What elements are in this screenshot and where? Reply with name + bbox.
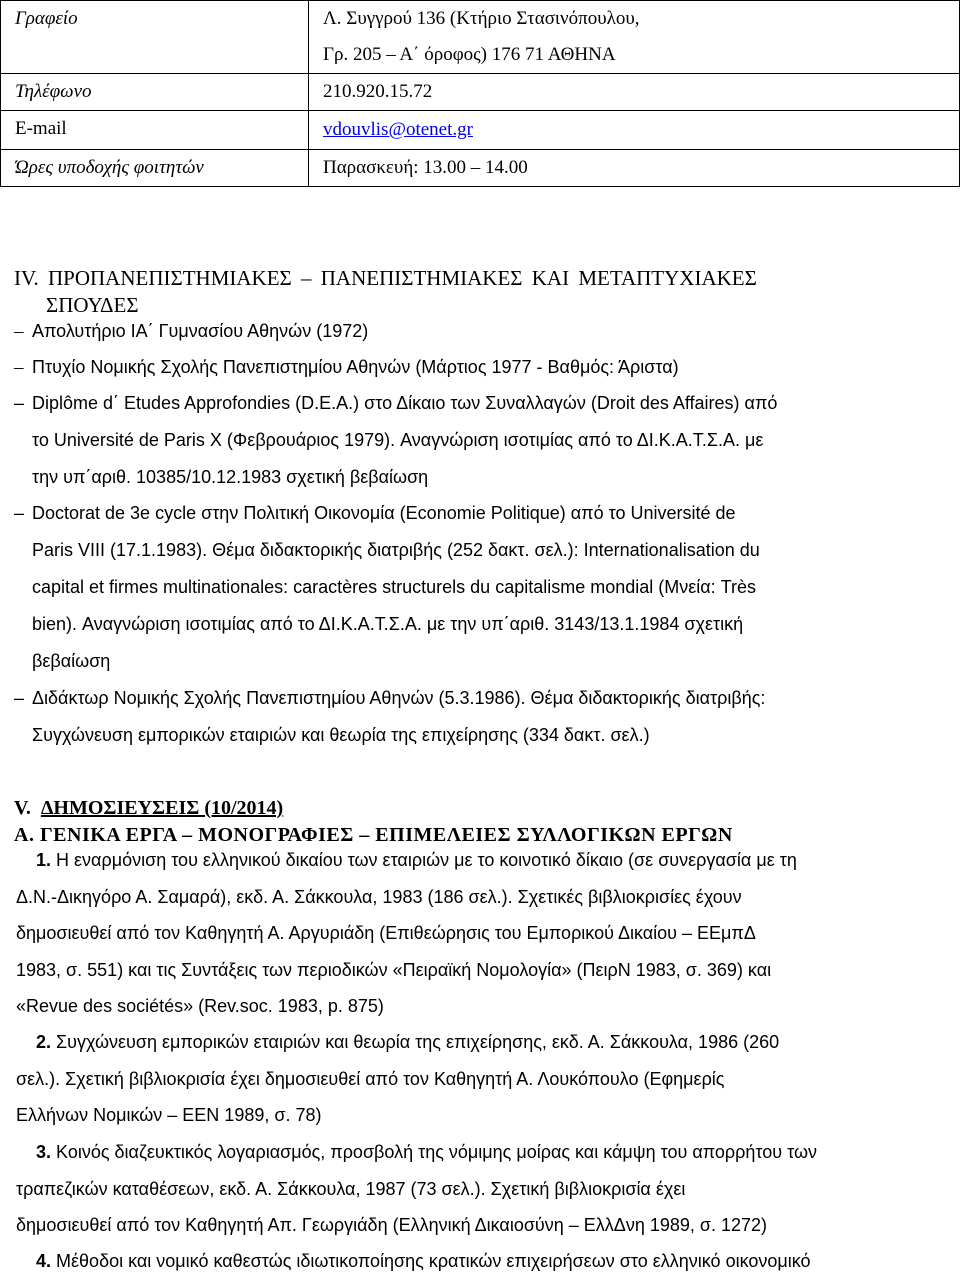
publication-number: 1. xyxy=(36,850,52,870)
phone-value: 210.920.15.72 xyxy=(309,74,960,111)
dash-bullet: – xyxy=(14,688,25,708)
section-iv-heading xyxy=(14,265,894,319)
office-address-line2: Γρ. 205 – Α΄ όροφος) 176 71 ΑΘΗΝΑ xyxy=(323,44,616,65)
publication-item: 1. Η εναρμόνιση του ελληνικού δικαίου των εταιριών με το κοινοτικό δίκαιο (σε συνεργασία με τη Δ.Ν.-Δικηγόρο Α. Σαμαρά), εκδ. Α. Σάκκουλα, 1983 (186 σελ.). Σχετικές βιβλιοκρισίες έχουν δημοσιευθεί από τον Καθηγητή Α. Αργυριάδη (Επιθεώρησις του Εμπορικού Δικαίου – ΕΕμπΔ 1983, σ. 551) και τις Συντάξεις των περιοδικών «Πειραϊκή Νομολογία» (ΠειρΝ 1983, σ. 369) και «Revue des sociétés» (Rev.soc. 1983, p. 875) xyxy=(16,850,797,1016)
dash-bullet: – xyxy=(14,321,24,342)
office-address xyxy=(309,1,960,74)
hours-value: Παρασκευή: 13.00 – 14.00 xyxy=(309,150,960,187)
education-item: – Diplôme d΄ Etudes Approfondies (D.E.A.) στο Δίκαιο των Συναλλαγών (Droit des Affaires) από το Université de Paris X (Φεβρουάριος 1979). Αναγνώριση ισοτιμίας από το ΔΙ.Κ.Α.Τ.Σ.Α. με την υπ΄αριθ. 10385/10.12.1983 σχετική βεβαίωση xyxy=(14,385,944,496)
education-item: – Διδάκτωρ Νομικής Σχολής Πανεπιστημίου Αθηνών (5.3.1986). Θέμα διδακτορικής διατριβής: Συγχώνευση εμπορικών εταιριών και θεωρία της επιχείρησης (334 δακτ. σελ.) xyxy=(14,680,944,754)
email-label: E-mail xyxy=(1,111,309,150)
publication-number: 3. xyxy=(36,1142,52,1162)
dash-bullet: – xyxy=(14,503,25,523)
publication-item: 2. Συγχώνευση εμπορικών εταιριών και θεωρία της επιχείρησης, εκδ. Α. Σάκκουλα, 1986 (260 σελ.). Σχετική βιβλιοκρισία έχει δημοσιευθεί από τον Καθηγητή Α. Λουκόπουλο (Εφημερίς Ελλήνων Νομικών – ΕΕΝ 1989, σ. 78) xyxy=(16,1032,780,1125)
email-cell xyxy=(309,111,960,150)
education-item: – Doctorat de 3e cycle στην Πολιτική Οικονομία (Economie Politique) από το Université de Paris VIII (17.1.1983). Θέμα διδακτορικής διατριβής (252 δακτ. σελ.): Internationalisation du capital et firmes multinationales: caractères structurels du capitalisme mondial (Μνεία: Très bien). Αναγνώριση ισοτιμίας από το ΔΙ.Κ.Α.Τ.Σ.Α. με την υπ΄αριθ. 3143/13.1.1984 σχετική βεβαίωση xyxy=(14,495,944,680)
education-item: – Πτυχίο Νομικής Σχολής Πανεπιστημίου Αθηνών (Μάρτιος 1977 - Βαθμός: Άριστα) xyxy=(14,349,944,386)
section-a-heading: Α. ΓΕΝΙΚΑ ΕΡΓΑ – ΜΟΝΟΓΡΑΦΙΕΣ – ΕΠΙΜΕΛΕΙΕΣ ΣΥΛΛΟΓΙΚΩΝ ΕΡΓΩΝ xyxy=(14,824,733,846)
publication-item: 3. Κοινός διαζευκτικός λογαριασμός, προσβολή της νόμιμης μοίρας και κάμψη του απορρήτου των τραπεζικών καταθέσεων, εκδ. Α. Σάκκουλα, 1987 (73 σελ.). Σχετική βιβλιοκρισία έχει δημοσιευθεί από τον Καθηγητή Απ. Γεωργιάδη (Ελληνική Δικαιοσύνη – ΕλλΔνη 1989, σ. 1272) xyxy=(16,1142,818,1235)
hours-label: Ώρες υποδοχής φοιτητών xyxy=(1,150,309,187)
section-v-title: ΔΗΜΟΣΙΕΥΣΕΙΣ (10/2014) xyxy=(40,797,284,819)
section-iv-number: IV. xyxy=(14,266,39,290)
dash-bullet: – xyxy=(14,393,25,413)
office-address-line1: Λ. Συγγρού 136 (Κτήριο Στασινόπουλου, xyxy=(323,8,640,29)
section-iv-title-line1: ΠΡΟΠΑΝΕΠΙΣΤΗΜΙΑΚΕΣ – ΠΑΝΕΠΙΣΤΗΜΙΑΚΕΣ ΚΑΙ ΜΕΤΑΠΤΥΧΙΑΚΕΣ xyxy=(48,266,757,290)
email-link[interactable]: vdouvlis@otenet.gr xyxy=(323,119,473,140)
section-iv-title-line2: ΣΠΟΥΔΕΣ xyxy=(46,293,139,317)
section-v-heading xyxy=(14,795,283,821)
education-item: – Απολυτήριο ΙΑ΄ Γυμνασίου Αθηνών (1972) xyxy=(14,313,944,350)
office-label: Γραφείο xyxy=(1,1,309,74)
dash-bullet: – xyxy=(14,357,24,378)
publication-number: 4. xyxy=(36,1251,52,1271)
publication-number: 2. xyxy=(36,1032,52,1052)
section-v-number: V. xyxy=(14,797,31,819)
phone-label: Τηλέφωνο xyxy=(1,74,309,111)
contact-table xyxy=(0,0,960,187)
publication-item: 4. Μέθοδοι και νομικό καθεστώς ιδιωτικοποίησης κρατικών επιχειρήσεων στο ελληνικό οικονομικό xyxy=(36,1251,811,1271)
